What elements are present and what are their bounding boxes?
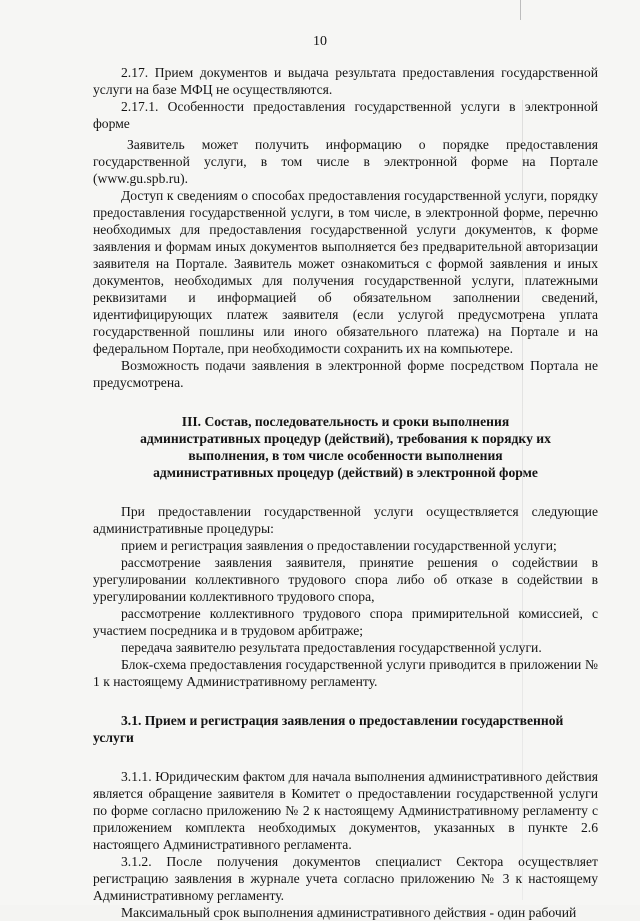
section-title: III. Состав, последовательность и сроки выполнения административных процедур (действий), требования к порядку их выполнения, в том числе особенности выполнения административных процедур (действий) в электронной форме bbox=[140, 414, 551, 480]
paragraph-no-electronic-submission: Возможность подачи заявления в электронной форме посредством Портала не предусмотрена. bbox=[93, 358, 598, 390]
paragraph-3-1-1: 3.1.1. Юридическим фактом для начала выполнения административного действия является обращение заявителя в Комитет о предоставлении государственной услуги по форме согласно приложению № 2 к настоящему Административному регламенту с приложением комплекта необходимых документов, указанных в пункте 2.6 настоящего Административного регламента. bbox=[93, 769, 598, 852]
page-number: 10 bbox=[313, 34, 327, 49]
document-body bbox=[93, 64, 598, 921]
paragraph-2-17: 2.17. Прием документов и выдача результата предоставления государственной услуги на базе МФЦ не осуществляются. bbox=[93, 65, 598, 97]
procedure-item: прием и регистрация заявления о предоставлении государственной услуги; bbox=[121, 538, 557, 553]
paragraph-block-scheme: Блок-схема предоставления государственной услуги приводится в приложении № 1 к настоящему Административному регламенту. bbox=[93, 657, 598, 689]
paragraph-2-17-1: 2.17.1. Особенности предоставления государственной услуги в электронной форме bbox=[93, 99, 598, 131]
procedure-item: рассмотрение коллективного трудового спора примирительной комиссией, с участием посредника и в трудовом арбитраже; bbox=[93, 606, 598, 638]
paragraph-access-info: Доступ к сведениям о способах предоставления государственной услуги, порядку предоставления государственной услуги, в том числе, в электронной форме, перечню необходимых для предоставления государственной услуги документов, к форме заявления и формам иных документов выполняется без предварительной авторизации заявителя на Портале. Заявитель может ознакомиться с формой заявления и иных документов, необходимых для получения государственной услуги, платежными реквизитами и информацией об обязательном заполнении сведений, идентифицирующих платеж заявителя (если услугой предусмотрена уплата государственной пошлины или иного обязательного платежа) на Портале и на федеральном Портале, при необходимости сохранить их на компьютере. bbox=[93, 188, 598, 356]
paragraph-3-1-2: 3.1.2. После получения документов специалист Сектора осуществляет регистрацию заявления в журнале учета согласно приложению № 3 к настоящему Административному регламенту. bbox=[93, 854, 598, 903]
scan-artifact bbox=[520, 0, 521, 20]
paragraph-portal-info: Заявитель может получить информацию о порядке предоставления государственной услуги, в том числе в электронной форме на Портале (www.gu.spb.ru). bbox=[93, 137, 598, 186]
paragraph-max-duration: Максимальный срок выполнения административного действия - один рабочий bbox=[121, 905, 577, 920]
subsection-title-3-1: 3.1. Прием и регистрация заявления о предоставлении государственной услуги bbox=[93, 713, 564, 745]
paragraph-procedures-intro: При предоставлении государственной услуги осуществляется следующие административные процедуры: bbox=[93, 504, 598, 536]
procedure-item: передача заявителю результата предоставления государственной услуги. bbox=[121, 640, 542, 655]
procedure-item: рассмотрение заявления заявителя, принятие решения о содействии в урегулировании коллективного трудового спора либо об отказе в содействии в урегулировании коллективного трудового спора, bbox=[93, 555, 598, 604]
